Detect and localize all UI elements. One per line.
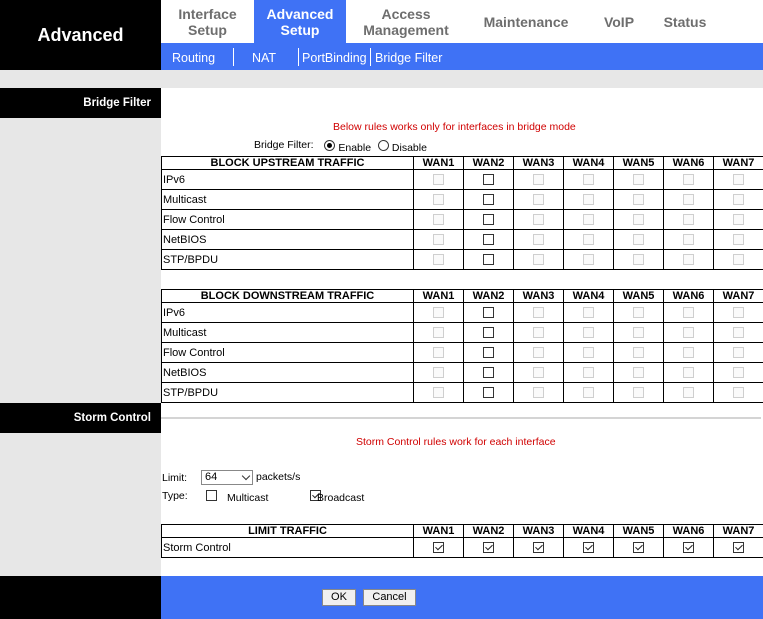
checkbox-cell bbox=[414, 190, 464, 210]
checkbox-cell bbox=[514, 538, 564, 558]
tab-interface-setup[interactable] bbox=[161, 0, 254, 43]
checkbox-cell bbox=[414, 250, 464, 270]
column-header: BLOCK UPSTREAM TRAFFIC bbox=[162, 157, 414, 170]
tab-label: Setup bbox=[188, 21, 227, 38]
tab-maintenance[interactable] bbox=[466, 0, 586, 43]
wan6-checkbox bbox=[683, 327, 694, 338]
checkbox-cell bbox=[464, 170, 514, 190]
checkbox-cell bbox=[714, 210, 763, 230]
table-row bbox=[162, 383, 763, 403]
checkbox-cell bbox=[514, 250, 564, 270]
checkbox-cell bbox=[414, 538, 464, 558]
table-header-row bbox=[162, 525, 763, 538]
wan-column-header: WAN1 bbox=[414, 525, 464, 538]
checkbox-cell bbox=[564, 190, 614, 210]
checkbox-cell bbox=[514, 230, 564, 250]
wan-column-header: WAN3 bbox=[514, 290, 564, 303]
wan3-checkbox bbox=[533, 234, 544, 245]
checkbox-cell bbox=[464, 250, 514, 270]
wan2-checkbox[interactable] bbox=[483, 367, 494, 378]
wan5-checkbox bbox=[633, 214, 644, 225]
wan-column-header: WAN2 bbox=[464, 157, 514, 170]
tab-label: Setup bbox=[280, 21, 320, 38]
tab-voip[interactable] bbox=[586, 0, 652, 43]
wan6-checkbox[interactable] bbox=[683, 542, 694, 553]
storm-notice: Storm Control rules work for each interface bbox=[356, 436, 556, 448]
tab-label: Advanced bbox=[266, 5, 334, 22]
checkbox-cell bbox=[614, 363, 664, 383]
wan5-checkbox bbox=[633, 254, 644, 265]
wan7-checkbox bbox=[733, 307, 744, 318]
multicast-label: Multicast bbox=[227, 492, 269, 504]
row-label: Multicast bbox=[162, 323, 414, 343]
checkbox-cell bbox=[464, 383, 514, 403]
wan2-checkbox[interactable] bbox=[483, 387, 494, 398]
checkbox-cell bbox=[714, 383, 763, 403]
wan6-checkbox bbox=[683, 254, 694, 265]
tab-label: Maintenance bbox=[483, 13, 569, 30]
wan-column-header: WAN7 bbox=[714, 525, 763, 538]
checkbox-cell bbox=[564, 538, 614, 558]
wan-column-header: WAN5 bbox=[614, 157, 664, 170]
table-row bbox=[162, 250, 763, 270]
wan1-checkbox bbox=[433, 194, 444, 205]
wan-column-header: WAN3 bbox=[514, 157, 564, 170]
table-row bbox=[162, 538, 763, 558]
left-column bbox=[0, 88, 161, 576]
checkbox-cell bbox=[614, 383, 664, 403]
wan3-checkbox bbox=[533, 347, 544, 358]
wan6-checkbox bbox=[683, 174, 694, 185]
checkbox-cell bbox=[714, 363, 763, 383]
wan4-checkbox bbox=[583, 174, 594, 185]
brand-title: Advanced bbox=[0, 0, 161, 70]
checkbox-cell bbox=[714, 190, 763, 210]
wan2-checkbox[interactable] bbox=[483, 542, 494, 553]
wan-column-header: WAN1 bbox=[414, 290, 464, 303]
table-header-row bbox=[162, 157, 763, 170]
disable-label: Disable bbox=[391, 142, 427, 154]
checkbox-cell bbox=[664, 383, 714, 403]
checkbox-cell bbox=[614, 230, 664, 250]
wan4-checkbox bbox=[583, 327, 594, 338]
wan1-checkbox bbox=[433, 347, 444, 358]
checkbox-cell bbox=[414, 170, 464, 190]
checkbox-cell bbox=[564, 210, 614, 230]
checkbox-cell bbox=[464, 538, 514, 558]
bridge-filter-toggle bbox=[254, 139, 427, 154]
checkbox-cell bbox=[714, 303, 763, 323]
table-header-row bbox=[162, 290, 763, 303]
checkbox-cell bbox=[514, 363, 564, 383]
table-row bbox=[162, 303, 763, 323]
wan3-checkbox[interactable] bbox=[533, 542, 544, 553]
header-spacer bbox=[0, 70, 763, 88]
checkbox-cell bbox=[464, 303, 514, 323]
checkbox-cell bbox=[664, 343, 714, 363]
wan-column-header: WAN6 bbox=[664, 525, 714, 538]
tab-advanced-setup[interactable] bbox=[254, 0, 346, 43]
wan1-checkbox[interactable] bbox=[433, 542, 444, 553]
checkbox-cell bbox=[414, 363, 464, 383]
checkbox-cell bbox=[514, 383, 564, 403]
checkbox-cell bbox=[664, 230, 714, 250]
wan7-checkbox bbox=[733, 387, 744, 398]
tab-label: Interface bbox=[178, 5, 237, 22]
checkbox-cell bbox=[414, 230, 464, 250]
checkbox-cell bbox=[414, 303, 464, 323]
wan-column-header: WAN6 bbox=[664, 157, 714, 170]
limit-label: Limit: bbox=[162, 472, 188, 484]
wan2-checkbox[interactable] bbox=[483, 327, 494, 338]
checkbox-cell bbox=[564, 363, 614, 383]
bridge-filter-label: Bridge Filter: bbox=[254, 139, 314, 151]
checkbox-cell bbox=[414, 343, 464, 363]
wan1-checkbox bbox=[433, 307, 444, 318]
broadcast-label: Broadcast bbox=[317, 492, 365, 504]
wan5-checkbox bbox=[633, 194, 644, 205]
checkbox-cell bbox=[514, 343, 564, 363]
wan5-checkbox bbox=[633, 307, 644, 318]
wan4-checkbox bbox=[583, 307, 594, 318]
top-nav bbox=[161, 0, 763, 43]
checkbox-cell bbox=[564, 230, 614, 250]
checkbox-cell bbox=[514, 323, 564, 343]
tab-label: Status bbox=[663, 13, 707, 30]
wan-column-header: WAN5 bbox=[614, 525, 664, 538]
wan-column-header: WAN5 bbox=[614, 290, 664, 303]
checkbox-cell bbox=[714, 170, 763, 190]
wan-column-header: WAN4 bbox=[564, 290, 614, 303]
wan-column-header: WAN4 bbox=[564, 157, 614, 170]
checkbox-cell bbox=[664, 323, 714, 343]
wan5-checkbox bbox=[633, 234, 644, 245]
table-row bbox=[162, 230, 763, 250]
tab-access-management[interactable] bbox=[346, 0, 466, 43]
subnav-divider bbox=[233, 48, 234, 66]
cancel-button[interactable]: Cancel bbox=[363, 589, 416, 606]
checkbox-cell bbox=[464, 230, 514, 250]
wan7-checkbox bbox=[733, 367, 744, 378]
wan4-checkbox bbox=[583, 347, 594, 358]
wan5-checkbox bbox=[633, 367, 644, 378]
wan4-checkbox bbox=[583, 367, 594, 378]
checkbox-cell bbox=[464, 343, 514, 363]
wan1-checkbox bbox=[433, 214, 444, 225]
ok-button[interactable]: OK bbox=[322, 589, 356, 606]
checkbox-cell bbox=[714, 323, 763, 343]
wan2-checkbox[interactable] bbox=[483, 254, 494, 265]
checkbox-cell bbox=[664, 170, 714, 190]
checkbox-cell bbox=[514, 170, 564, 190]
checkbox-cell bbox=[664, 303, 714, 323]
enable-label: Enable bbox=[338, 142, 372, 154]
wan2-checkbox[interactable] bbox=[483, 347, 494, 358]
row-label: IPv6 bbox=[162, 303, 414, 323]
checkbox-cell bbox=[664, 210, 714, 230]
footer-bar bbox=[161, 576, 763, 619]
limit-unit: packets/s bbox=[256, 471, 301, 483]
wan1-checkbox bbox=[433, 254, 444, 265]
row-label: STP/BPDU bbox=[162, 250, 414, 270]
enable-radio[interactable] bbox=[324, 140, 335, 151]
wan6-checkbox bbox=[683, 214, 694, 225]
wan3-checkbox bbox=[533, 174, 544, 185]
table-row bbox=[162, 343, 763, 363]
wan7-checkbox bbox=[733, 234, 744, 245]
wan5-checkbox bbox=[633, 387, 644, 398]
tab-label: Management bbox=[363, 21, 449, 38]
wan7-checkbox bbox=[733, 194, 744, 205]
checkbox-cell bbox=[714, 538, 763, 558]
wan6-checkbox bbox=[683, 367, 694, 378]
wan5-checkbox bbox=[633, 327, 644, 338]
wan2-checkbox[interactable] bbox=[483, 214, 494, 225]
row-label: NetBIOS bbox=[162, 230, 414, 250]
wan1-checkbox bbox=[433, 234, 444, 245]
wan-column-header: WAN7 bbox=[714, 290, 763, 303]
table-row bbox=[162, 210, 763, 230]
checkbox-cell bbox=[664, 250, 714, 270]
row-label: NetBIOS bbox=[162, 363, 414, 383]
checkbox-cell bbox=[564, 323, 614, 343]
checkbox-cell bbox=[464, 190, 514, 210]
tab-label: VoIP bbox=[603, 13, 635, 30]
checkbox-cell bbox=[414, 323, 464, 343]
wan6-checkbox bbox=[683, 194, 694, 205]
tab-status[interactable] bbox=[652, 0, 718, 43]
footer-left bbox=[0, 576, 161, 619]
wan5-checkbox[interactable] bbox=[633, 542, 644, 553]
subtab-nat[interactable]: NAT bbox=[252, 51, 277, 65]
row-label: Flow Control bbox=[162, 343, 414, 363]
checkbox-cell bbox=[614, 250, 664, 270]
tab-label: Access bbox=[381, 5, 431, 22]
checkbox-cell bbox=[664, 538, 714, 558]
checkbox-cell bbox=[714, 230, 763, 250]
checkbox-cell bbox=[614, 210, 664, 230]
checkbox-cell bbox=[714, 250, 763, 270]
upstream-table bbox=[161, 156, 763, 270]
subnav-divider bbox=[298, 48, 299, 66]
subtab-routing[interactable]: Routing bbox=[172, 51, 216, 65]
row-label: Multicast bbox=[162, 190, 414, 210]
row-label: IPv6 bbox=[162, 170, 414, 190]
table-row bbox=[162, 170, 763, 190]
wan4-checkbox[interactable] bbox=[583, 542, 594, 553]
wan2-checkbox[interactable] bbox=[483, 194, 494, 205]
checkbox-cell bbox=[564, 250, 614, 270]
table-row bbox=[162, 363, 763, 383]
checkbox-cell bbox=[614, 303, 664, 323]
checkbox-cell bbox=[614, 190, 664, 210]
checkbox-cell bbox=[614, 343, 664, 363]
wan3-checkbox bbox=[533, 307, 544, 318]
wan3-checkbox bbox=[533, 327, 544, 338]
checkbox-cell bbox=[564, 170, 614, 190]
wan-column-header: WAN3 bbox=[514, 525, 564, 538]
wan-column-header: WAN2 bbox=[464, 525, 514, 538]
wan-column-header: WAN6 bbox=[664, 290, 714, 303]
storm-control-section-title: Storm Control bbox=[0, 403, 161, 433]
wan-column-header: WAN4 bbox=[564, 525, 614, 538]
row-label: Flow Control bbox=[162, 210, 414, 230]
wan1-checkbox bbox=[433, 174, 444, 185]
wan6-checkbox bbox=[683, 307, 694, 318]
wan5-checkbox bbox=[633, 347, 644, 358]
limit-select[interactable] bbox=[201, 470, 253, 485]
checkbox-cell bbox=[564, 303, 614, 323]
wan3-checkbox bbox=[533, 387, 544, 398]
checkbox-cell bbox=[614, 170, 664, 190]
checkbox-cell bbox=[414, 210, 464, 230]
wan7-checkbox bbox=[733, 327, 744, 338]
wan5-checkbox bbox=[633, 174, 644, 185]
wan7-checkbox bbox=[733, 174, 744, 185]
wan6-checkbox bbox=[683, 387, 694, 398]
table-row bbox=[162, 190, 763, 210]
multicast-checkbox[interactable] bbox=[206, 490, 217, 501]
checkbox-cell bbox=[714, 343, 763, 363]
wan2-checkbox[interactable] bbox=[483, 234, 494, 245]
row-label: STP/BPDU bbox=[162, 383, 414, 403]
wan4-checkbox bbox=[583, 194, 594, 205]
wan2-checkbox[interactable] bbox=[483, 307, 494, 318]
wan2-checkbox[interactable] bbox=[483, 174, 494, 185]
table-row bbox=[162, 323, 763, 343]
wan-column-header: WAN7 bbox=[714, 157, 763, 170]
type-label: Type: bbox=[162, 490, 188, 502]
checkbox-cell bbox=[464, 323, 514, 343]
checkbox-cell bbox=[664, 363, 714, 383]
wan6-checkbox bbox=[683, 347, 694, 358]
wan6-checkbox bbox=[683, 234, 694, 245]
column-header: BLOCK DOWNSTREAM TRAFFIC bbox=[162, 290, 414, 303]
storm-table bbox=[161, 524, 763, 558]
checkbox-cell bbox=[414, 383, 464, 403]
limit-value: 64 bbox=[205, 471, 218, 483]
wan4-checkbox bbox=[583, 254, 594, 265]
row-label: Storm Control bbox=[162, 538, 414, 558]
subtab-bridge-filter[interactable]: Bridge Filter bbox=[375, 51, 443, 65]
divider bbox=[161, 417, 761, 419]
checkbox-cell bbox=[514, 210, 564, 230]
checkbox-cell bbox=[514, 190, 564, 210]
wan1-checkbox bbox=[433, 367, 444, 378]
sub-nav bbox=[161, 43, 763, 70]
subnav-divider bbox=[370, 48, 371, 66]
wan3-checkbox bbox=[533, 214, 544, 225]
wan7-checkbox bbox=[733, 214, 744, 225]
checkbox-cell bbox=[614, 538, 664, 558]
wan7-checkbox bbox=[733, 254, 744, 265]
chevron-down-icon bbox=[242, 472, 250, 480]
wan7-checkbox[interactable] bbox=[733, 542, 744, 553]
wan1-checkbox bbox=[433, 327, 444, 338]
wan3-checkbox bbox=[533, 194, 544, 205]
checkbox-cell bbox=[464, 363, 514, 383]
subtab-portbinding[interactable]: PortBinding bbox=[302, 51, 367, 65]
wan3-checkbox bbox=[533, 254, 544, 265]
bridge-notice: Below rules works only for interfaces in bridge mode bbox=[333, 121, 576, 133]
checkbox-cell bbox=[664, 190, 714, 210]
wan4-checkbox bbox=[583, 387, 594, 398]
wan4-checkbox bbox=[583, 234, 594, 245]
bridge-filter-section-title: Bridge Filter bbox=[0, 88, 161, 118]
checkbox-cell bbox=[514, 303, 564, 323]
wan4-checkbox bbox=[583, 214, 594, 225]
wan3-checkbox bbox=[533, 367, 544, 378]
disable-radio[interactable] bbox=[378, 140, 389, 151]
column-header: LIMIT TRAFFIC bbox=[162, 525, 414, 538]
wan7-checkbox bbox=[733, 347, 744, 358]
wan-column-header: WAN2 bbox=[464, 290, 514, 303]
checkbox-cell bbox=[464, 210, 514, 230]
downstream-table bbox=[161, 289, 763, 403]
checkbox-cell bbox=[614, 323, 664, 343]
checkbox-cell bbox=[564, 383, 614, 403]
checkbox-cell bbox=[564, 343, 614, 363]
wan1-checkbox bbox=[433, 387, 444, 398]
wan-column-header: WAN1 bbox=[414, 157, 464, 170]
